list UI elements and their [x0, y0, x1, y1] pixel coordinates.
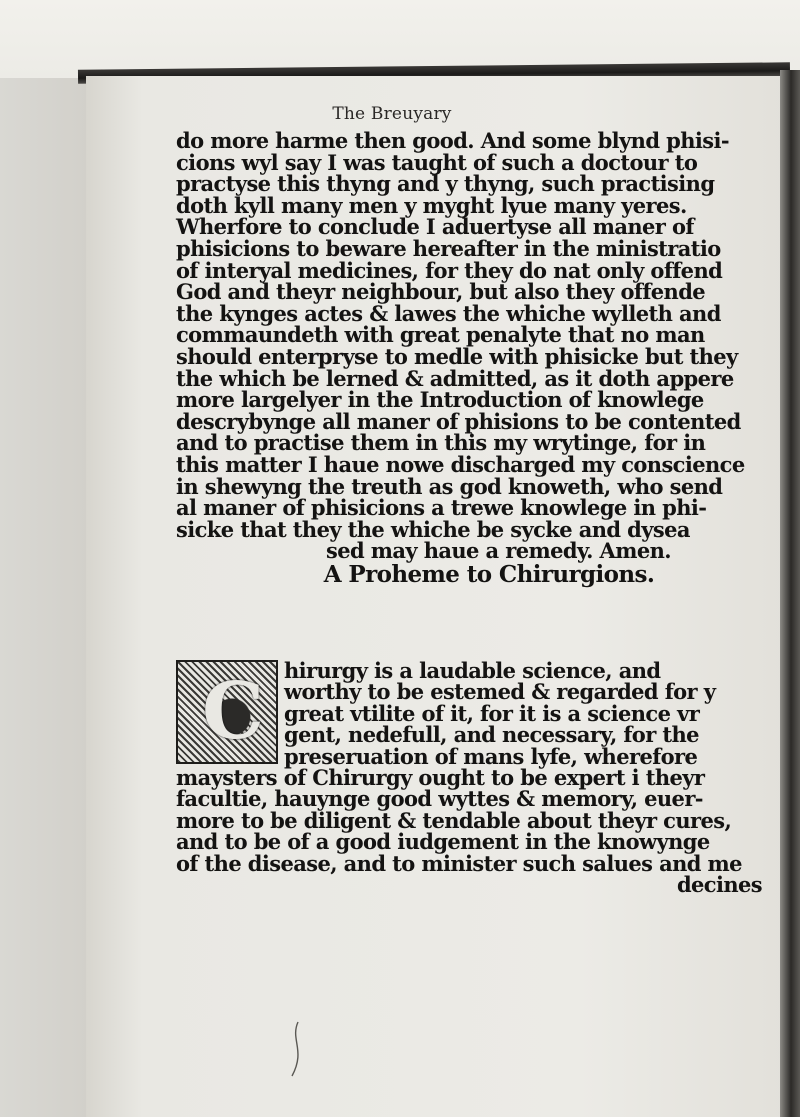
text-line: of the disease, and to minister such salues and me — [176, 850, 742, 876]
text-line: commaundeth with great penalyte that no man — [176, 322, 705, 348]
text-line: of interyal medicines, for they do nat only offend — [176, 257, 723, 283]
text-line: this matter I haue nowe discharged my conscience — [176, 451, 745, 477]
text-line: al maner of phisicions a trewe knowlege in phi- — [176, 495, 707, 521]
text-line: Wherfore to conclude I aduertyse all maner of — [176, 214, 694, 240]
chapter-text — [176, 658, 782, 898]
text-line: more largelyer in the Introduction of knowlege — [176, 387, 704, 413]
text-line: God and theyr neighbour, but also they offende — [176, 279, 706, 305]
initial-letter: C — [202, 666, 264, 757]
section-heading: A Prohemе to Chirurgions. — [323, 560, 655, 588]
text-line: more to be diligent & tendable about theyr cures, — [176, 807, 732, 833]
text-line: and to practise them in this my wrytinge, for in — [176, 430, 706, 456]
text-line: practyse this thyng and y thyng, such practising — [176, 171, 715, 197]
pen-mark — [280, 1020, 320, 1080]
decorated-initial — [176, 660, 278, 764]
text-line: phisicions to beware hereafter in the ministratio — [176, 235, 721, 261]
prologue-ending-text — [176, 130, 782, 595]
text-line: descrybynge all maner of phisions to be contented — [176, 408, 741, 434]
text-line: hirurgy is a laudable science, and — [284, 658, 661, 683]
text-line: do more harme then good. And some blynd phisi- — [176, 128, 729, 153]
text-line: great vtilite of it, for it is a science vr — [284, 700, 700, 726]
catchword: decines — [676, 872, 762, 898]
text-line: sed may haue a remedy. Amen. — [326, 538, 672, 564]
book-gutter-shadow — [780, 70, 800, 1117]
text-line: the which be lerned & admitted, as it doth appere — [176, 365, 734, 391]
text-line: sicke that they the whiche be sycke and dysea — [176, 516, 690, 542]
text-line: in shewyng the treuth as god knoweth, who send — [176, 473, 723, 499]
text-line: should enterpryse to medle with phisicke but they — [176, 343, 738, 369]
text-line: worthy to be estemed & regarded for y — [284, 679, 716, 705]
scan-background-left — [0, 78, 90, 1117]
text-line: preseruation of mans lyfe, wherefore — [284, 743, 698, 769]
text-line: cions wyl say I was taught of such a doctour to — [176, 149, 698, 175]
text-line: maysters of Chirurgy ought to be expert i theyr — [176, 765, 705, 791]
text-line: doth kyll many men y myght lyue many yeres. — [176, 192, 687, 218]
text-line: facultie, hauynge good wyttes & memory, euer- — [176, 786, 703, 812]
text-line: gent, nedefull, and necessary, for the — [284, 722, 699, 748]
text-line: the kynges actes & lawes the whiche wylleth and — [176, 300, 721, 326]
text-line: and to be of a good iudgement in the knowynge — [176, 829, 710, 855]
running-head: The Breuyary — [332, 104, 452, 124]
